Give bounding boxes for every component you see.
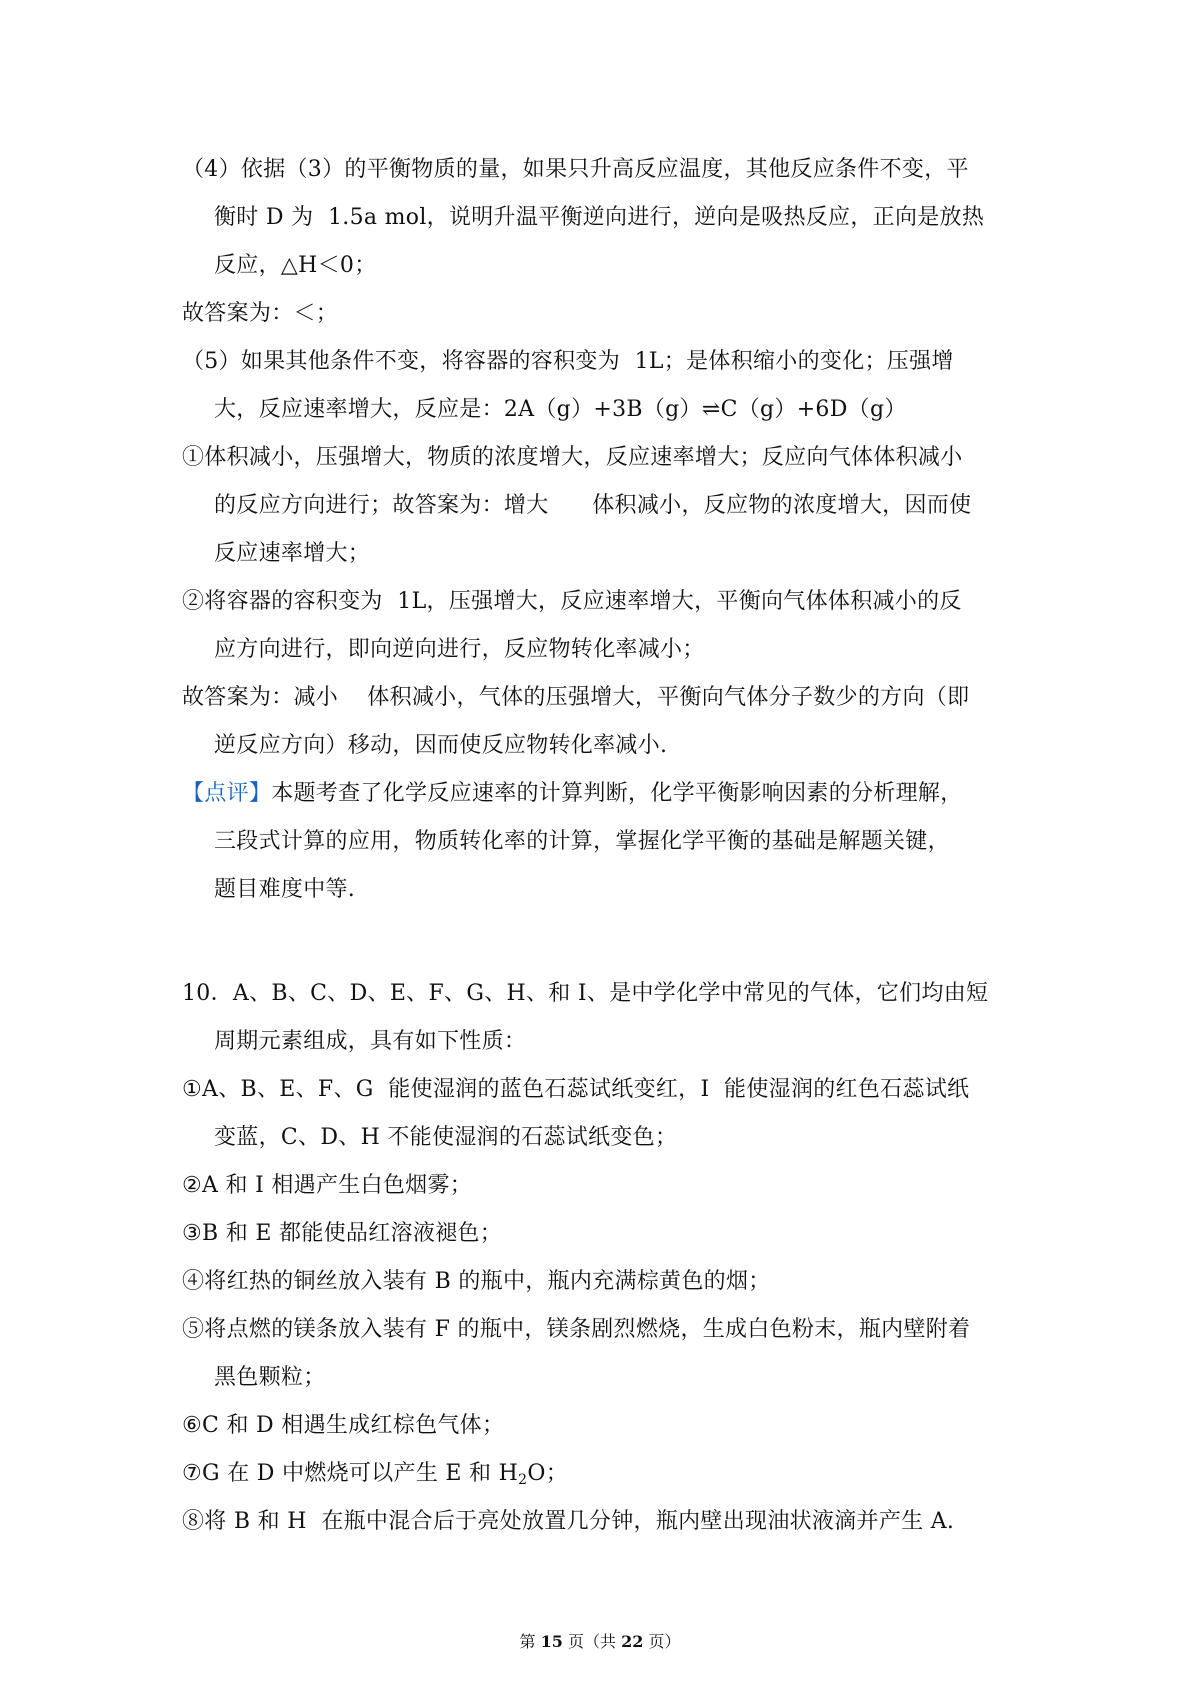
question-10-item-8: ⑧将 B 和 H 在瓶中混合后于亮处放置几分钟，瓶内壁出现油状液滴并产生 A. xyxy=(182,1509,955,1534)
question-10-item-2: ②A 和 I 相遇产生白色烟雾； xyxy=(182,1173,473,1198)
section-5-answer-line-2: 逆反应方向）移动，因而使反应物转化率减小. xyxy=(214,733,668,758)
footer-prefix: 第 xyxy=(519,1632,536,1651)
section-5-part-1-line-1: ①体积减小，压强增大，物质的浓度增大，反应速率增大；反应向气体体积减小 xyxy=(182,445,963,470)
question-10-line-2: 周期元素组成，具有如下性质： xyxy=(214,1029,527,1054)
footer-page-number: 15 xyxy=(540,1632,563,1651)
page-footer xyxy=(0,1630,1200,1654)
section-5-part-1-line-2: 的反应方向进行；故答案为：增大 体积减小，反应物的浓度增大，因而使 xyxy=(214,493,972,518)
section-5-line-1: （5）如果其他条件不变，将容器的容积变为 1L；是体积缩小的变化；压强增 xyxy=(182,349,954,374)
comment-tag: 【点评】 xyxy=(182,781,272,806)
question-10-item-4: ④将红热的铜丝放入装有 B 的瓶中，瓶内充满棕黄色的烟； xyxy=(182,1269,771,1294)
section-4-answer: 故答案为：＜； xyxy=(182,301,339,326)
question-10-line-1: 10．A、B、C、D、E、F、G、H、和 I、是中学化学中常见的气体，它们均由短 xyxy=(182,981,989,1006)
section-4-line-2: 衡时 D 为 1.5a mol，说明升温平衡逆向进行，逆向是吸热反应，正向是放热 xyxy=(214,205,985,230)
section-5-answer-line-1: 故答案为：减小 体积减小，气体的压强增大，平衡向气体分子数少的方向（即 xyxy=(182,685,970,710)
section-4-line-1: （4）依据（3）的平衡物质的量，如果只升高反应温度，其他反应条件不变，平 xyxy=(182,157,969,182)
comment-line-2: 三段式计算的应用，物质转化率的计算，掌握化学平衡的基础是解题关键， xyxy=(214,829,950,854)
item-7-subscript: 2 xyxy=(518,1472,528,1488)
section-5-part-2-line-2: 应方向进行，即向逆向进行，反应物转化率减小； xyxy=(214,637,705,662)
section-4-line-3: 反应，△H＜0； xyxy=(214,253,377,278)
footer-total-pages: 22 xyxy=(621,1632,644,1651)
question-10-item-1-line-1: ①A、B、E、F、G 能使湿润的蓝色石蕊试纸变红，I 能使湿润的红色石蕊试纸 xyxy=(182,1077,970,1102)
section-5-line-2: 大，反应速率增大，反应是：2A（g）+3B（g）⇌C（g）+6D（g） xyxy=(214,397,907,422)
item-7-text-end: O； xyxy=(527,1461,568,1486)
question-10-item-7 xyxy=(182,1450,1024,1498)
question-10-item-3: ③B 和 E 都能使品红溶液褪色； xyxy=(182,1221,503,1246)
comment-line-3: 题目难度中等. xyxy=(214,877,356,902)
question-10-item-5-line-2: 黑色颗粒； xyxy=(214,1365,326,1390)
question-10-item-5-line-1: ⑤将点燃的镁条放入装有 F 的瓶中，镁条剧烈燃烧，生成白色粉末，瓶内壁附着 xyxy=(182,1317,971,1342)
item-7-text: ⑦G 在 D 中燃烧可以产生 E 和 H xyxy=(182,1461,519,1486)
comment-line-1 xyxy=(182,770,1024,818)
section-5-part-2-line-1: ②将容器的容积变为 1L，压强增大，反应速率增大，平衡向气体体积减小的反 xyxy=(182,589,962,614)
page-content xyxy=(182,146,1024,1546)
section-spacer xyxy=(182,914,1024,970)
question-10-item-1-line-2: 变蓝，C、D、H 不能使湿润的石蕊试纸变色； xyxy=(214,1125,678,1150)
footer-middle: 页（共 xyxy=(567,1632,616,1651)
section-5-part-1-line-3: 反应速率增大； xyxy=(214,541,371,566)
footer-suffix: 页） xyxy=(648,1632,681,1651)
comment-text-1: 本题考查了化学反应速率的计算判断，化学平衡影响因素的分析理解， xyxy=(271,781,963,806)
question-10-item-6: ⑥C 和 D 相遇生成红棕色气体； xyxy=(182,1413,505,1438)
